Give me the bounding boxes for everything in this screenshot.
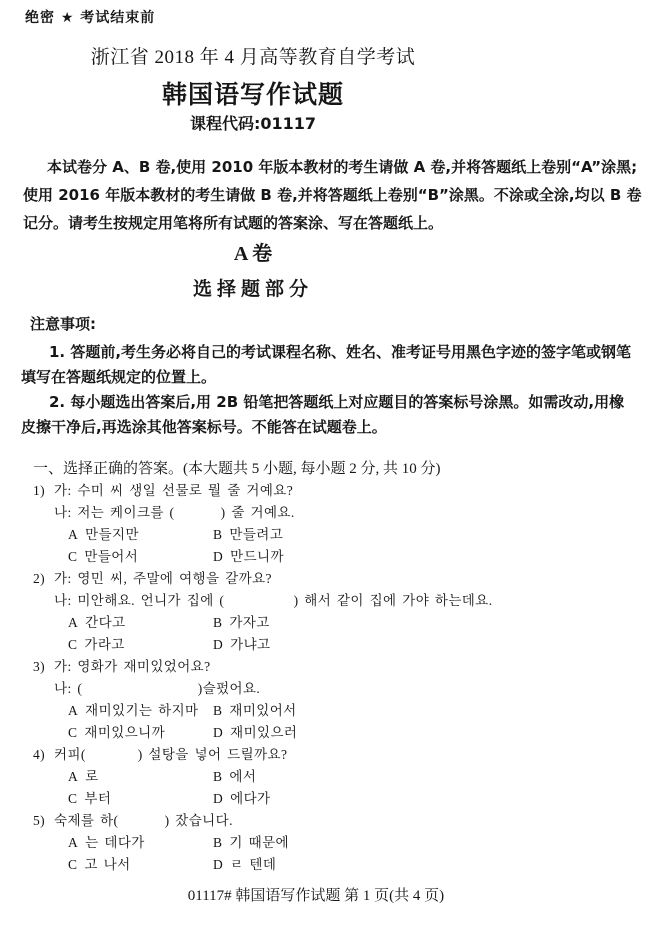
option-c bbox=[68, 546, 213, 568]
classification-header: 绝密 ★ 考试结束前 bbox=[25, 10, 156, 26]
option-letter: D bbox=[213, 549, 224, 564]
option-text: 만들어서 bbox=[84, 549, 139, 564]
question-2-options-cd bbox=[68, 634, 661, 656]
option-letter: D bbox=[213, 637, 224, 652]
exam-title-line2: 韩国语写作试题 bbox=[161, 80, 344, 109]
option-b bbox=[213, 832, 289, 854]
question-text: 가: 수미 씨 생일 선물로 뭘 줄 거예요? bbox=[54, 483, 294, 498]
option-letter: C bbox=[68, 549, 78, 564]
option-a bbox=[68, 700, 213, 722]
note-2-line-1: 2. 每小题选出答案后,用 2B 铅笔把答题纸上对应题目的答案标号涂黑。如需改动,用橡 bbox=[49, 393, 625, 411]
intro-paragraph bbox=[0, 153, 661, 237]
question-2-options-ab bbox=[68, 612, 661, 634]
option-a bbox=[68, 524, 213, 546]
volume-a-heading: A 卷 bbox=[233, 243, 273, 265]
option-text: 만들려고 bbox=[229, 527, 284, 542]
option-text: 부터 bbox=[84, 791, 112, 806]
question-text: 커피( ) 설탕을 넣어 드릴까요? bbox=[54, 747, 288, 762]
option-a bbox=[68, 612, 213, 634]
option-letter: C bbox=[68, 857, 78, 872]
question-number: 4) bbox=[33, 747, 46, 762]
question-5-options-cd bbox=[68, 854, 661, 876]
question-5-line-1 bbox=[33, 810, 661, 832]
notes-title: 注意事项: bbox=[30, 315, 96, 333]
note-1-line-2: 填写在答题纸规定的位置上。 bbox=[21, 368, 217, 386]
question-text: 숙제를 하( ) 잤습니다. bbox=[54, 813, 233, 828]
option-d bbox=[213, 634, 270, 656]
multiple-choice-section-heading: 选择题部分 bbox=[192, 278, 313, 300]
option-letter: D bbox=[213, 791, 224, 806]
option-text: 재미있으니까 bbox=[84, 725, 166, 740]
question-number: 3) bbox=[33, 659, 46, 674]
question-4-options-cd bbox=[68, 788, 661, 810]
exam-title-line1: 浙江省 2018 年 4 月高等教育自学考试 bbox=[90, 47, 416, 68]
option-c bbox=[68, 634, 213, 656]
option-letter: D bbox=[213, 725, 224, 740]
option-text: 에다가 bbox=[230, 791, 271, 806]
question-1-options-ab bbox=[68, 524, 661, 546]
question-number: 1) bbox=[33, 483, 46, 498]
question-3-options-ab bbox=[68, 700, 661, 722]
option-c bbox=[68, 788, 213, 810]
page-footer: 01117# 韩国语写作试题 第 1 页(共 4 页) bbox=[187, 888, 445, 904]
question-5 bbox=[0, 810, 661, 876]
option-text: 기 때문에 bbox=[229, 835, 289, 850]
option-b bbox=[213, 612, 270, 634]
question-4-options-ab bbox=[68, 766, 661, 788]
option-c bbox=[68, 854, 213, 876]
option-letter: C bbox=[68, 725, 78, 740]
question-2-line-1 bbox=[33, 568, 661, 590]
option-text: 가자고 bbox=[229, 615, 270, 630]
option-letter: A bbox=[68, 835, 79, 850]
option-text: 는 데다가 bbox=[85, 835, 145, 850]
course-code: 课程代码:01117 bbox=[189, 114, 317, 133]
option-letter: C bbox=[68, 791, 78, 806]
intro-line-2: 使用 2016 年版本教材的考生请做 B 卷,并将答题纸上卷别“B”涂黑。不涂或全涂,均以 B 卷 bbox=[23, 186, 642, 204]
intro-line-3: 记分。请考生按规定用笔将所有试题的答案涂、写在答题纸上。 bbox=[23, 214, 444, 232]
option-text: 만드니까 bbox=[230, 549, 284, 564]
question-4-line-1 bbox=[33, 744, 661, 766]
option-text: 재미있어서 bbox=[229, 703, 297, 718]
option-letter: D bbox=[213, 857, 224, 872]
option-letter: C bbox=[68, 637, 78, 652]
option-text: ㄹ 텐데 bbox=[230, 857, 277, 872]
option-letter: B bbox=[213, 769, 223, 784]
option-b bbox=[213, 766, 256, 788]
question-1 bbox=[0, 480, 661, 568]
option-a bbox=[68, 832, 213, 854]
option-letter: B bbox=[213, 703, 223, 718]
option-letter: B bbox=[213, 835, 223, 850]
option-letter: A bbox=[68, 527, 79, 542]
option-letter: A bbox=[68, 615, 79, 630]
option-b bbox=[213, 524, 283, 546]
option-text: 재미있으러 bbox=[230, 725, 298, 740]
question-number: 2) bbox=[33, 571, 46, 586]
question-3-line-2: 나: ( )슬펐어요. bbox=[54, 681, 261, 696]
question-2 bbox=[0, 568, 661, 656]
note-2-line-2: 皮擦干净后,再选涂其他答案标号。不能答在试题卷上。 bbox=[21, 418, 387, 436]
question-1-options-cd bbox=[68, 546, 661, 568]
question-number: 5) bbox=[33, 813, 46, 828]
question-1-line-2: 나: 저는 케이크를 ( ) 줄 거예요. bbox=[54, 505, 295, 520]
part-one-heading: 一、选择正确的答案。(本大题共 5 小题, 每小题 2 分, 共 10 分) bbox=[33, 461, 441, 477]
option-letter: A bbox=[68, 703, 79, 718]
option-d bbox=[213, 546, 284, 568]
note-1-line-1: 1. 答题前,考生务必将自己的考试课程名称、姓名、准考证号用黑色字迹的签字笔或钢笔 bbox=[49, 343, 632, 361]
option-letter: A bbox=[68, 769, 79, 784]
question-4 bbox=[0, 744, 661, 810]
question-2-line-2: 나: 미안해요. 언니가 집에 ( ) 해서 같이 집에 가야 하는데요. bbox=[54, 593, 493, 608]
option-c bbox=[68, 722, 213, 744]
option-d bbox=[213, 854, 276, 876]
option-b bbox=[213, 700, 297, 722]
option-text: 고 나서 bbox=[84, 857, 131, 872]
intro-line-1: 本试卷分 A、B 卷,使用 2010 年版本教材的考生请做 A 卷,并将答题纸上卷别“A”涂黑; bbox=[47, 158, 638, 176]
option-text: 재미있기는 하지마 bbox=[85, 703, 199, 718]
option-text: 간다고 bbox=[85, 615, 126, 630]
option-text: 로 bbox=[85, 769, 99, 784]
option-text: 가라고 bbox=[84, 637, 125, 652]
question-text: 가: 영민 씨, 주말에 여행을 갈까요? bbox=[54, 571, 272, 586]
question-3 bbox=[0, 656, 661, 744]
option-d bbox=[213, 788, 270, 810]
option-text: 에서 bbox=[229, 769, 257, 784]
question-1-line-1 bbox=[33, 480, 661, 502]
question-list bbox=[0, 480, 661, 876]
option-text: 가냐고 bbox=[230, 637, 271, 652]
option-letter: B bbox=[213, 615, 223, 630]
option-text: 만들지만 bbox=[85, 527, 139, 542]
option-d bbox=[213, 722, 297, 744]
question-5-options-ab bbox=[68, 832, 661, 854]
question-3-line-1 bbox=[33, 656, 661, 678]
notes-list bbox=[0, 340, 661, 440]
question-3-options-cd bbox=[68, 722, 661, 744]
question-text: 가: 영화가 재미있었어요? bbox=[54, 659, 211, 674]
option-a bbox=[68, 766, 213, 788]
option-letter: B bbox=[213, 527, 223, 542]
